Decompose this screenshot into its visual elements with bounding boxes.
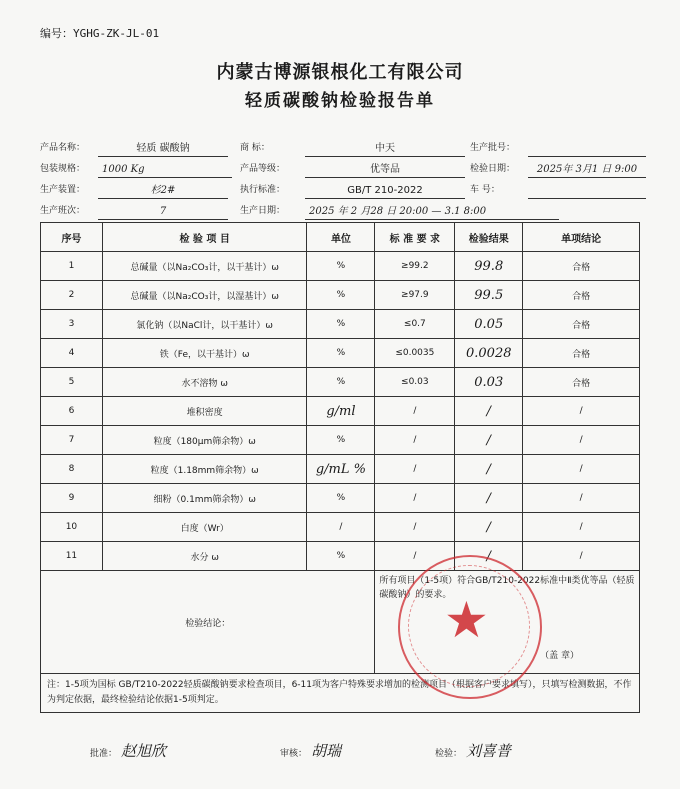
row-no: 4 (41, 339, 103, 368)
row-unit: % (307, 252, 375, 281)
table-row (41, 426, 640, 455)
star-icon: ★ (444, 591, 489, 649)
row-conclusion: / (523, 542, 640, 571)
header-result: 检验结果 (455, 223, 523, 252)
header-item: 检 验 项 目 (102, 223, 307, 252)
car-value (528, 184, 646, 199)
info-row-1 (40, 136, 650, 157)
test-date-label: 检验日期： (470, 164, 516, 174)
row-no: 10 (41, 513, 103, 542)
row-requirement: ≤0.03 (375, 368, 455, 397)
company-name: 内蒙古博源银根化工有限公司 (216, 62, 464, 83)
row-unit: % (307, 339, 375, 368)
row-unit: % (307, 310, 375, 339)
grade-value: 优等品 (305, 163, 465, 178)
row-item: 粒度（180μm筛余物）ω (102, 426, 307, 455)
conclusion-row (41, 571, 640, 674)
car-label: 车 号： (470, 185, 500, 195)
batch-label: 生产批号： (470, 143, 516, 153)
header-requirement: 标 准 要 求 (375, 223, 455, 252)
row-no: 1 (41, 252, 103, 281)
row-requirement: ≤0.0035 (375, 339, 455, 368)
table-row (41, 397, 640, 426)
header-no: 序号 (41, 223, 103, 252)
row-result: 99.5 (455, 281, 523, 310)
table-row (41, 281, 640, 310)
row-result: / (455, 397, 523, 426)
row-conclusion: 合格 (523, 339, 640, 368)
table-row (41, 368, 640, 397)
row-item: 氯化钠（以NaCl计，以干基计）ω (102, 310, 307, 339)
row-requirement: / (375, 426, 455, 455)
info-row-2 (40, 157, 650, 178)
row-conclusion: 合格 (523, 281, 640, 310)
row-no: 2 (41, 281, 103, 310)
row-no: 3 (41, 310, 103, 339)
row-conclusion: / (523, 426, 640, 455)
brand-value: 中天 (305, 142, 465, 157)
row-no: 8 (41, 455, 103, 484)
row-conclusion: / (523, 397, 640, 426)
row-unit: g/ml (307, 397, 375, 426)
row-item: 水不溶物 ω (102, 368, 307, 397)
info-row-4 (40, 199, 650, 220)
approve-signature (90, 740, 166, 761)
header-unit: 单位 (307, 223, 375, 252)
row-no: 9 (41, 484, 103, 513)
brand-label: 商 标： (240, 143, 270, 153)
row-item: 堆积密度 (102, 397, 307, 426)
header-conclusion: 单项结论 (523, 223, 640, 252)
product-name-value: 轻质 碳酸钠 (98, 142, 228, 157)
note-text: 注：1-5项为国标 GB/T210-2022轻质碳酸钠要求检查项目，6-11项为客户特殊要求增加的检测项目（根据客户要求填写），只填写检测数据，不作为判定依据，最终检验结论依据1-5项判定。 (41, 674, 640, 713)
row-item: 水分 ω (102, 542, 307, 571)
row-result: / (455, 513, 523, 542)
inspect-signature (435, 740, 511, 761)
document-number: 编号：YGHG-ZK-JL-01 (40, 27, 160, 40)
row-requirement: ≤0.7 (375, 310, 455, 339)
review-signature (280, 740, 341, 761)
table-row (41, 252, 640, 281)
inspect-label: 检验： (435, 749, 463, 759)
row-result: / (455, 484, 523, 513)
row-unit: % (307, 281, 375, 310)
row-conclusion: / (523, 484, 640, 513)
row-no: 7 (41, 426, 103, 455)
report-title: 轻质碳酸钠检验报告单 (245, 91, 435, 111)
grade-label: 产品等级： (240, 164, 286, 174)
row-unit: g/mL % (307, 455, 375, 484)
prod-date-label: 生产日期： (240, 206, 286, 216)
table-row (41, 455, 640, 484)
test-date-value: 2025年 3月1 日 9:00 (528, 163, 646, 178)
row-unit: % (307, 484, 375, 513)
row-no: 11 (41, 542, 103, 571)
row-conclusion: 合格 (523, 310, 640, 339)
company-seal-stamp (398, 555, 542, 699)
inspect-sign: 刘喜普 (466, 742, 512, 760)
table-row (41, 339, 640, 368)
package-value: 1000 Kg (98, 163, 232, 178)
row-unit: % (307, 542, 375, 571)
row-requirement: / (375, 455, 455, 484)
table-header-row (41, 223, 640, 252)
row-result: 0.05 (455, 310, 523, 339)
conclusion-label: 检验结论： (41, 571, 375, 674)
row-item: 细粉（0.1mm筛余物）ω (102, 484, 307, 513)
product-name-label: 产品名称： (40, 143, 86, 153)
row-requirement: / (375, 542, 455, 571)
package-label: 包装规格： (40, 164, 86, 174)
review-sign: 胡瑞 (311, 742, 342, 760)
seal-label: （盖 章） (540, 651, 579, 661)
table-row (41, 513, 640, 542)
table-row (41, 542, 640, 571)
row-unit: / (307, 513, 375, 542)
standard-label: 执行标准： (240, 185, 286, 195)
prod-date-value: 2025 年 2 月28 日 20:00 — 3.1 8:00 (305, 205, 559, 220)
row-requirement: ≥99.2 (375, 252, 455, 281)
row-conclusion: / (523, 455, 640, 484)
batch-value (528, 142, 646, 157)
row-requirement: ≥97.9 (375, 281, 455, 310)
row-item: 总碱量（以Na₂CO₃计，以湿基计）ω (102, 281, 307, 310)
row-requirement: / (375, 513, 455, 542)
row-item: 白度（Wr） (102, 513, 307, 542)
row-result: 0.0028 (455, 339, 523, 368)
conclusion-text: 所有项目（1-5项）符合GB/T210-2022标准中Ⅱ类优等品（轻质碳酸钠）的要求。 (379, 576, 635, 600)
row-no: 5 (41, 368, 103, 397)
row-conclusion: 合格 (523, 368, 640, 397)
row-result: / (455, 426, 523, 455)
row-unit: % (307, 426, 375, 455)
info-block (40, 136, 650, 220)
row-conclusion: 合格 (523, 252, 640, 281)
standard-value: GB/T 210-2022 (305, 184, 465, 199)
info-row-3 (40, 178, 650, 199)
review-label: 审核： (280, 749, 308, 759)
row-item: 粒度（1.18mm筛余物）ω (102, 455, 307, 484)
row-item: 铁（Fe，以干基计）ω (102, 339, 307, 368)
row-conclusion: / (523, 513, 640, 542)
row-result: / (455, 455, 523, 484)
table-row (41, 310, 640, 339)
row-result: 99.8 (455, 252, 523, 281)
device-value: 杉2# (98, 184, 228, 199)
row-result: / (455, 542, 523, 571)
inspection-table (40, 222, 640, 713)
row-result: 0.03 (455, 368, 523, 397)
table-row (41, 484, 640, 513)
shift-label: 生产班次： (40, 206, 86, 216)
row-unit: % (307, 368, 375, 397)
row-no: 6 (41, 397, 103, 426)
note-row (41, 674, 640, 713)
device-label: 生产装置： (40, 185, 86, 195)
row-requirement: / (375, 397, 455, 426)
approve-sign: 赵旭欣 (121, 742, 167, 760)
row-requirement: / (375, 484, 455, 513)
row-item: 总碱量（以Na₂CO₃计，以干基计）ω (102, 252, 307, 281)
approve-label: 批准： (90, 749, 118, 759)
shift-value: 7 (98, 205, 228, 220)
